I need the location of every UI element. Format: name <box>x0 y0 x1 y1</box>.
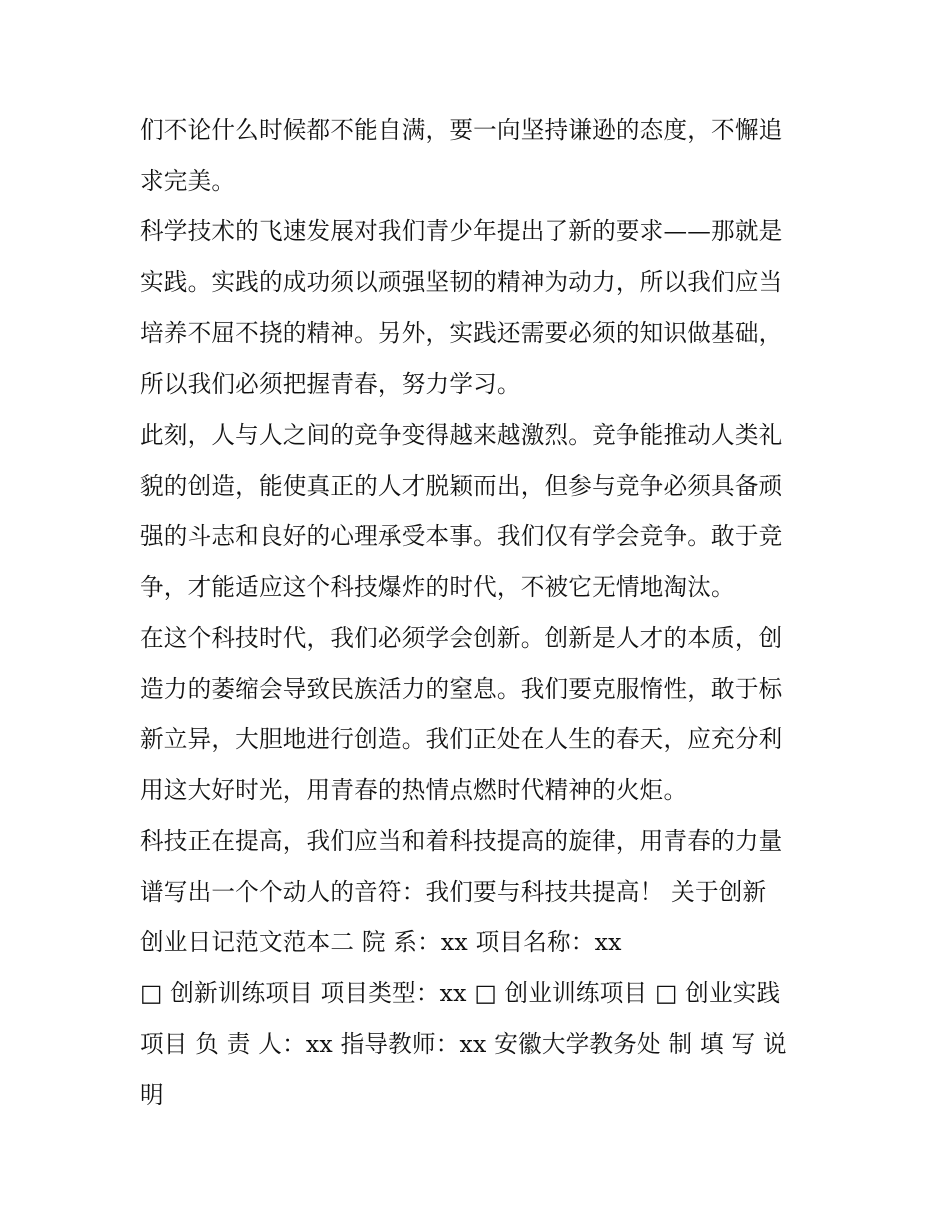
text-line: 科学技术的飞速发展对我们青少年提出了新的要求——那就是 <box>140 217 783 245</box>
text-line: 科技正在提高，我们应当和着科技提高的旋律，用青春的力量 <box>140 827 783 855</box>
text-line: 创业日记范文范本二 院 系：xx 项目名称：xx <box>140 928 622 956</box>
text-line: 明 <box>140 1081 164 1109</box>
text-line: 求完美。 <box>140 167 236 195</box>
text-line: 们不论什么时候都不能自满，要一向坚持谦逊的态度，不懈追 <box>140 116 783 144</box>
text-line: 强的斗志和良好的心理承受本事。我们仅有学会竞争。敢于竞 <box>140 522 783 550</box>
text-line: 项目 负 责 人：xx 指导教师：xx 安徽大学教务处 制 填 写 说 <box>140 1030 787 1058</box>
text-line: 用这大好时光，用青春的热情点燃时代精神的火炬。 <box>140 776 688 804</box>
text-line: 谱写出一个个动人的音符：我们要与科技共提高！ 关于创新 <box>140 878 767 906</box>
text-line: 实践。实践的成功须以顽强坚韧的精神为动力，所以我们应当 <box>140 268 783 296</box>
text-line: 争，才能适应这个科技爆炸的时代，不被它无情地淘汰。 <box>140 573 735 601</box>
text-line: 在这个科技时代，我们必须学会创新。创新是人才的本质，创 <box>140 624 783 652</box>
text-line: 此刻，人与人之间的竞争变得越来越激烈。竞争能推动人类礼 <box>140 421 783 449</box>
text-line: 造力的萎缩会导致民族活力的窒息。我们要克服惰性，敢于标 <box>140 675 783 703</box>
text-line: 所以我们必须把握青春，努力学习。 <box>140 370 521 398</box>
text-line: 培养不屈不挠的精神。另外，实践还需要必须的知识做基础， <box>140 319 783 347</box>
text-line: 貌的创造，能使真正的人才脱颖而出，但参与竞争必须具备顽 <box>140 472 783 500</box>
text-line: 新立异，大胆地进行创造。我们正处在人生的春天，应充分利 <box>140 725 783 753</box>
text-line: □ 创新训练项目 项目类型：xx □ 创业训练项目 □ 创业实践 <box>140 979 781 1007</box>
